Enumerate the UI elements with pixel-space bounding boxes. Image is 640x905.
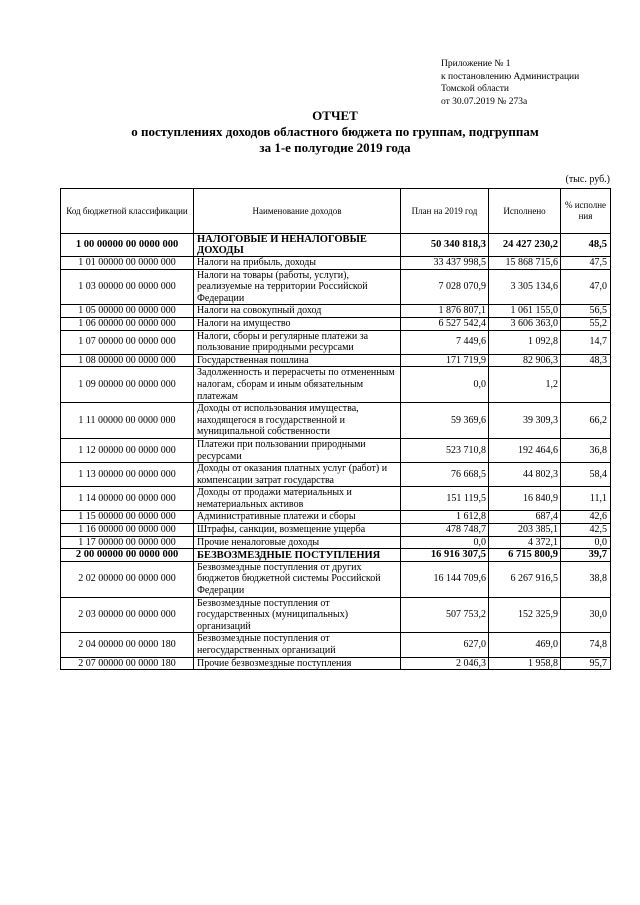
cell-plan: 16 916 307,5 (401, 549, 489, 562)
cell-pct: 47,5 (561, 257, 611, 270)
cell-done: 1,2 (489, 367, 561, 403)
cell-name: Задолженность и перерасчеты по отмененным налогам, сборам и иным обязательным платежам (194, 367, 401, 403)
cell-name: Государственная пошлина (194, 354, 401, 367)
cell-code: 2 07 00000 00 0000 180 (61, 657, 194, 670)
table-row (61, 524, 611, 537)
cell-name: Налоги, сборы и регулярные платежи за пользование природными ресурсами (194, 330, 401, 354)
cell-name: БЕЗВОЗМЕЗДНЫЕ ПОСТУПЛЕНИЯ (194, 549, 401, 562)
cell-plan: 0,0 (401, 367, 489, 403)
cell-done: 152 325,9 (489, 597, 561, 633)
cell-plan: 59 369,6 (401, 403, 489, 439)
header-plan: План на 2019 год (401, 189, 489, 234)
cell-done: 6 267 916,5 (489, 561, 561, 597)
cell-done: 1 958,8 (489, 657, 561, 670)
cell-name: НАЛОГОВЫЕ И НЕНАЛОГОВЫЕ ДОХОДЫ (194, 234, 401, 257)
cell-code: 1 17 00000 00 0000 000 (61, 536, 194, 549)
cell-name: Безвозмездные поступления от государственных (муниципальных) организаций (194, 597, 401, 633)
table-row (61, 269, 611, 305)
cell-name: Безвозмездные поступления от негосударственных организаций (194, 633, 401, 657)
cell-code: 1 01 00000 00 0000 000 (61, 257, 194, 270)
cell-plan: 1 612,8 (401, 511, 489, 524)
cell-pct: 14,7 (561, 330, 611, 354)
cell-name: Налоги на совокупный доход (194, 305, 401, 318)
cell-plan: 171 719,9 (401, 354, 489, 367)
cell-done: 203 385,1 (489, 524, 561, 537)
cell-plan: 523 710,8 (401, 438, 489, 462)
cell-name: Платежи при пользовании природными ресурсами (194, 438, 401, 462)
cell-code: 1 13 00000 00 0000 000 (61, 463, 194, 487)
cell-name: Прочие неналоговые доходы (194, 536, 401, 549)
cell-pct: 38,8 (561, 561, 611, 597)
table-row (61, 633, 611, 657)
cell-code: 1 06 00000 00 0000 000 (61, 317, 194, 330)
cell-plan: 151 119,5 (401, 487, 489, 511)
cell-done: 192 464,6 (489, 438, 561, 462)
cell-pct: 39,7 (561, 549, 611, 562)
cell-done: 6 715 800,9 (489, 549, 561, 562)
table-row (61, 597, 611, 633)
cell-code: 1 16 00000 00 0000 000 (61, 524, 194, 537)
table-row (61, 438, 611, 462)
cell-name: Налоги на имущество (194, 317, 401, 330)
cell-done: 469,0 (489, 633, 561, 657)
table-row (61, 317, 611, 330)
cell-pct: 74,8 (561, 633, 611, 657)
table-row (61, 330, 611, 354)
header-code: Код бюджетной классификации (61, 189, 194, 234)
cell-done: 24 427 230,2 (489, 234, 561, 257)
cell-plan: 507 753,2 (401, 597, 489, 633)
cell-done: 3 606 363,0 (489, 317, 561, 330)
cell-code: 1 03 00000 00 0000 000 (61, 269, 194, 305)
header-name: Наименование доходов (194, 189, 401, 234)
cell-plan: 478 748,7 (401, 524, 489, 537)
cell-name: Налоги на прибыль, доходы (194, 257, 401, 270)
cell-pct: 30,0 (561, 597, 611, 633)
cell-pct: 66,2 (561, 403, 611, 439)
cell-name: Прочие безвозмездные поступления (194, 657, 401, 670)
cell-pct: 48,5 (561, 234, 611, 257)
cell-pct: 48,3 (561, 354, 611, 367)
cell-done: 1 061 155,0 (489, 305, 561, 318)
cell-pct: 95,7 (561, 657, 611, 670)
cell-done: 4 372,1 (489, 536, 561, 549)
cell-plan: 7 449,6 (401, 330, 489, 354)
cell-done: 39 309,3 (489, 403, 561, 439)
cell-plan: 50 340 818,3 (401, 234, 489, 257)
cell-done: 3 305 134,6 (489, 269, 561, 305)
cell-code: 1 07 00000 00 0000 000 (61, 330, 194, 354)
appendix-note (441, 58, 631, 108)
cell-name: Доходы от оказания платных услуг (работ) и компенсации затрат государства (194, 463, 401, 487)
table-row (61, 305, 611, 318)
cell-code: 2 02 00000 00 0000 000 (61, 561, 194, 597)
table-row (61, 403, 611, 439)
unit-label: (тыс. руб.) (565, 174, 610, 185)
cell-pct: 0,0 (561, 536, 611, 549)
table-body (61, 234, 611, 670)
cell-pct (561, 367, 611, 403)
cell-pct: 36,8 (561, 438, 611, 462)
title-line: за 1-е полугодие 2019 года (259, 140, 411, 155)
cell-pct: 56,5 (561, 305, 611, 318)
title-line: о поступлениях доходов областного бюджета по группам, подгруппам (131, 124, 539, 139)
cell-pct: 58,4 (561, 463, 611, 487)
cell-done: 15 868 715,6 (489, 257, 561, 270)
table-row (61, 561, 611, 597)
cell-pct: 55,2 (561, 317, 611, 330)
cell-code: 1 00 00000 00 0000 000 (61, 234, 194, 257)
revenue-table (60, 188, 611, 670)
table-row (61, 463, 611, 487)
cell-plan: 0,0 (401, 536, 489, 549)
cell-plan: 1 876 807,1 (401, 305, 489, 318)
table-row (61, 234, 611, 257)
table-row (61, 367, 611, 403)
cell-code: 1 15 00000 00 0000 000 (61, 511, 194, 524)
table-row (61, 549, 611, 562)
cell-plan: 16 144 709,6 (401, 561, 489, 597)
appendix-line: Приложение № 1 (441, 59, 511, 69)
cell-pct: 47,0 (561, 269, 611, 305)
table-row (61, 354, 611, 367)
cell-done: 1 092,8 (489, 330, 561, 354)
cell-plan: 7 028 070,9 (401, 269, 489, 305)
table-row (61, 536, 611, 549)
cell-plan: 76 668,5 (401, 463, 489, 487)
cell-code: 2 03 00000 00 0000 000 (61, 597, 194, 633)
cell-plan: 627,0 (401, 633, 489, 657)
cell-name: Штрафы, санкции, возмещение ущерба (194, 524, 401, 537)
cell-code: 1 09 00000 00 0000 000 (61, 367, 194, 403)
cell-code: 1 12 00000 00 0000 000 (61, 438, 194, 462)
cell-plan: 33 437 998,5 (401, 257, 489, 270)
table-header-row (61, 189, 611, 234)
table-row (61, 257, 611, 270)
report-title (60, 108, 610, 156)
appendix-line: к постановлению Администрации (441, 71, 580, 82)
cell-done: 44 802,3 (489, 463, 561, 487)
cell-done: 82 906,3 (489, 354, 561, 367)
cell-pct: 42,5 (561, 524, 611, 537)
appendix-line: Томской области (441, 84, 509, 94)
cell-code: 1 05 00000 00 0000 000 (61, 305, 194, 318)
cell-code: 1 14 00000 00 0000 000 (61, 487, 194, 511)
cell-code: 1 08 00000 00 0000 000 (61, 354, 194, 367)
cell-name: Налоги на товары (работы, услуги), реализуемые на территории Российской Федерации (194, 269, 401, 305)
cell-done: 16 840,9 (489, 487, 561, 511)
cell-name: Административные платежи и сборы (194, 511, 401, 524)
cell-name: Доходы от продажи материальных и нематериальных активов (194, 487, 401, 511)
cell-pct: 42,6 (561, 511, 611, 524)
table-row (61, 511, 611, 524)
cell-plan: 2 046,3 (401, 657, 489, 670)
header-pct: % исполне ния (561, 189, 611, 234)
cell-name: Безвозмездные поступления от других бюджетов бюджетной системы Российской Федерации (194, 561, 401, 597)
appendix-line: от 30.07.2019 № 273а (441, 96, 528, 107)
cell-code: 2 04 00000 00 0000 180 (61, 633, 194, 657)
cell-done: 687,4 (489, 511, 561, 524)
table-row (61, 657, 611, 670)
cell-pct: 11,1 (561, 487, 611, 511)
cell-code: 2 00 00000 00 0000 000 (61, 549, 194, 562)
cell-name: Доходы от использования имущества, находящегося в государственной и муниципальной собственности (194, 403, 401, 439)
cell-code: 1 11 00000 00 0000 000 (61, 403, 194, 439)
header-done: Исполнено (489, 189, 561, 234)
title-line: ОТЧЕТ (312, 108, 358, 123)
cell-plan: 6 527 542,4 (401, 317, 489, 330)
table-row (61, 487, 611, 511)
